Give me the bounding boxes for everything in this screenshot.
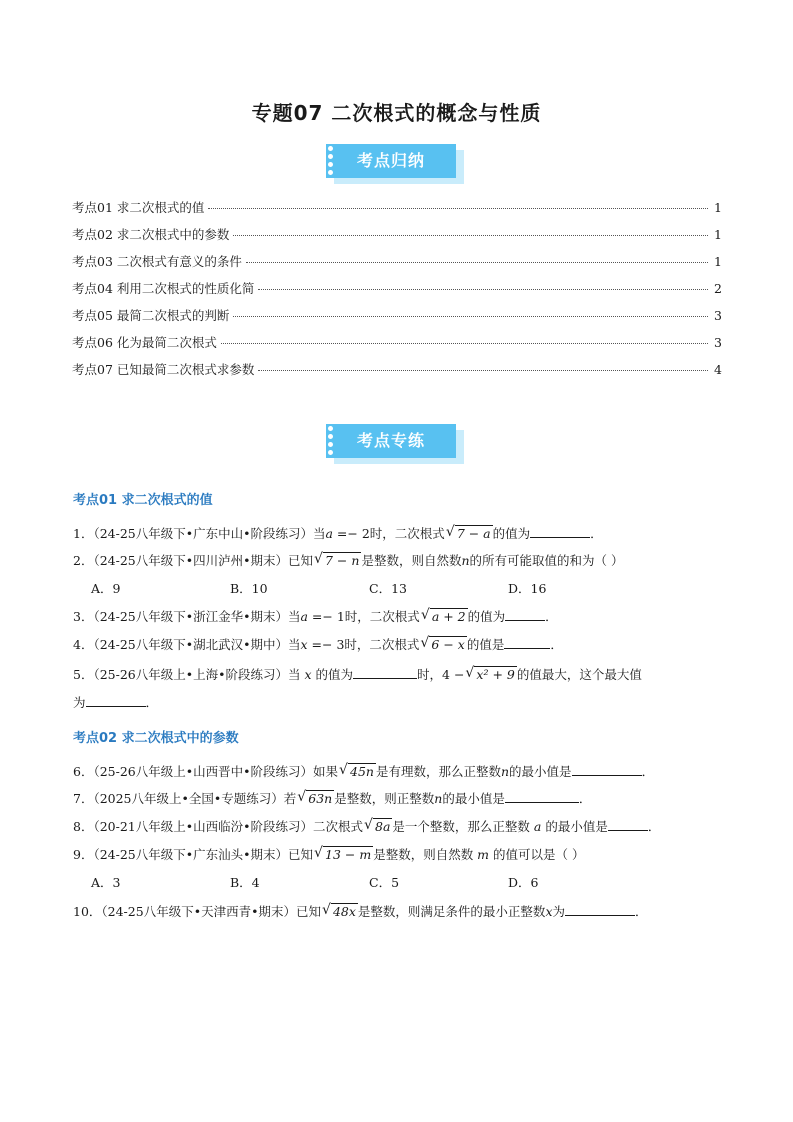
question-3: 3．（24-25八年级下•浙江金华•期末）当a =− 1时，二次根式√ a + 2 的值为 ． bbox=[73, 607, 558, 625]
question-10: 10．（24-25八年级下•天津西青•期末）已知√ 48x 是整数，则满足条件的最小正整数x为 ． bbox=[73, 902, 648, 920]
answer-blank[interactable] bbox=[530, 525, 590, 538]
option-a[interactable]: A．9 bbox=[91, 581, 121, 596]
banner-label: 考点专练 bbox=[326, 424, 456, 458]
answer-blank[interactable] bbox=[505, 608, 545, 621]
answer-blank[interactable] bbox=[86, 694, 146, 707]
question-2-options bbox=[91, 579, 647, 597]
section-banner-summary bbox=[326, 144, 468, 186]
question-7: 7．（2025八年级上•全国•专题练习）若√ 63n 是整数，则正整数n的最小值是 ． bbox=[73, 789, 591, 807]
option-a[interactable]: A．3 bbox=[91, 875, 121, 890]
question-2: 2．（24-25八年级下•四川泸州•期末）已知√ 7 − n 是整数，则自然数n的所有可能取值的和为（ ） bbox=[73, 551, 624, 569]
toc-item[interactable]: 考点02 求二次根式中的参数 1 bbox=[72, 227, 722, 242]
option-b[interactable]: B．10 bbox=[230, 581, 268, 596]
option-d[interactable]: D．16 bbox=[508, 581, 547, 596]
question-8: 8．（20-21八年级上•山西临汾•阶段练习）二次根式√ 8a 是一个整数，那么正整数 a 的最小值是 ． bbox=[73, 817, 660, 835]
question-9-options bbox=[91, 873, 647, 891]
banner-label: 考点归纳 bbox=[326, 144, 456, 178]
section-heading: 考点02 求二次根式中的参数 bbox=[73, 731, 239, 746]
answer-blank[interactable] bbox=[504, 636, 550, 649]
option-d[interactable]: D．6 bbox=[508, 875, 539, 890]
toc-item[interactable]: 考点04 利用二次根式的性质化简 2 bbox=[72, 281, 722, 296]
question-9: 9．（24-25八年级下•广东汕头•期末）已知√ 13 − m 是整数，则自然数 m 的值可以是（ ） bbox=[73, 845, 584, 863]
toc-item[interactable]: 考点06 化为最简二次根式 3 bbox=[72, 335, 722, 350]
page-title: 专题07 二次根式的概念与性质 bbox=[251, 101, 542, 125]
toc-item[interactable]: 考点01 求二次根式的值 1 bbox=[72, 200, 722, 215]
toc-item[interactable]: 考点05 最简二次根式的判断 3 bbox=[72, 308, 722, 323]
option-c[interactable]: C．5 bbox=[369, 875, 400, 890]
question-4: 4．（24-25八年级下•湖北武汉•期中）当x =− 3时，二次根式√ 6 − x 的值是 ． bbox=[73, 635, 563, 653]
answer-blank[interactable] bbox=[608, 818, 648, 831]
question-5-line-2: 为 ． bbox=[73, 695, 159, 710]
answer-blank[interactable] bbox=[572, 763, 642, 776]
toc-item[interactable]: 考点03 二次根式有意义的条件 1 bbox=[72, 254, 722, 269]
ring-dots-icon bbox=[328, 146, 334, 176]
toc-item[interactable]: 考点07 已知最简二次根式求参数 4 bbox=[72, 362, 722, 377]
answer-blank[interactable] bbox=[353, 666, 417, 679]
option-b[interactable]: B．4 bbox=[230, 875, 260, 890]
ring-dots-icon bbox=[328, 426, 334, 456]
answer-blank[interactable] bbox=[505, 790, 579, 803]
option-c[interactable]: C．13 bbox=[369, 581, 407, 596]
question-6: 6．（25-26八年级上•山西晋中•阶段练习）如果√ 45n 是有理数，那么正整数n的最小值是 ． bbox=[73, 762, 654, 780]
table-of-contents bbox=[72, 198, 722, 387]
answer-blank[interactable] bbox=[565, 903, 635, 916]
section-heading: 考点01 求二次根式的值 bbox=[73, 493, 213, 508]
section-banner-practice bbox=[326, 424, 468, 466]
question-5: 5．（25-26八年级上•上海•阶段练习）当 x 的值为 时，4 −√ x² + 9 的值最大，这个最大值 bbox=[73, 665, 642, 683]
question-1: 1．（24-25八年级下•广东中山•阶段练习）当a =− 2时，二次根式√ 7 − a 的值为 ． bbox=[73, 524, 603, 542]
